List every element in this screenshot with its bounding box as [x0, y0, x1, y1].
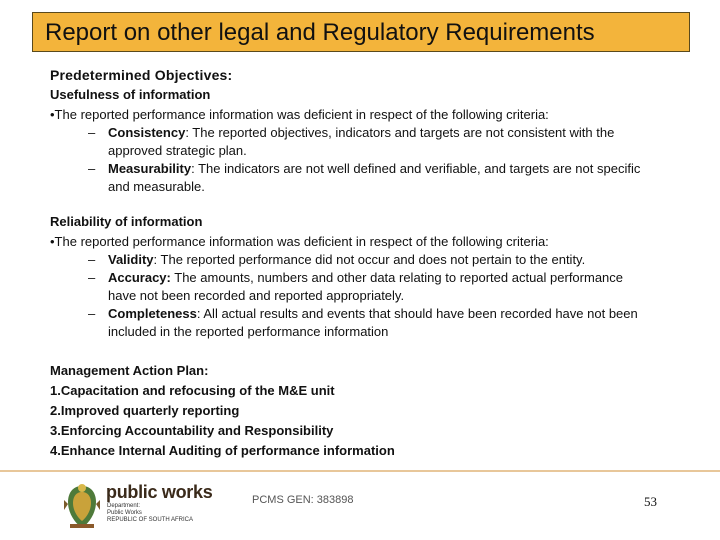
criterion-text: The amounts, numbers and other data relating to reported actual performance — [170, 270, 624, 285]
management-item: 2.Improved quarterly reporting — [50, 403, 240, 418]
logo-line: Public Works — [107, 510, 142, 516]
criterion-term: Completeness — [108, 306, 197, 321]
predetermined-heading: Predetermined Objectives: — [50, 67, 233, 83]
criterion-text-cont: and measurable. — [108, 179, 205, 194]
logo-line: Department: — [107, 503, 141, 509]
management-item: 3.Enforcing Accountability and Responsibility — [50, 423, 334, 438]
usefulness-item-consistency — [50, 124, 690, 160]
criterion-text: : The reported performance did not occur and does not pertain to the entity. — [153, 252, 586, 267]
usefulness-item-measurability — [50, 160, 690, 196]
reliability-item-accuracy — [50, 269, 690, 305]
content-area — [50, 65, 690, 461]
reliability-item-validity — [50, 251, 690, 269]
reliability-heading: Reliability of information — [50, 214, 203, 229]
criterion-text: : The reported objectives, indicators and targets are not consistent with the — [185, 125, 615, 140]
criterion-term: Accuracy: — [108, 270, 171, 285]
coat-of-arms-icon — [60, 480, 104, 532]
management-item: 4.Enhance Internal Auditing of performance information — [50, 443, 395, 458]
page-number: 53 — [644, 494, 657, 509]
dash-marker: – — [88, 270, 96, 285]
management-heading: Management Action Plan: — [50, 363, 209, 378]
criterion-term: Consistency — [108, 125, 186, 140]
document-code: PCMS GEN: 383898 — [252, 494, 354, 506]
criterion-text: : All actual results and events that should have been recorded have not been — [196, 306, 638, 321]
logo-title: public works — [106, 482, 213, 502]
management-item: 1.Capacitation and refocusing of the M&E unit — [50, 383, 335, 398]
usefulness-heading: Usefulness of information — [50, 87, 211, 102]
title-bar — [32, 12, 690, 52]
page-title: Report on other legal and Regulatory Requirements — [45, 19, 595, 46]
usefulness-intro: •The reported performance information was deficient in respect of the following criteria: — [50, 107, 549, 122]
reliability-item-completeness — [50, 305, 690, 341]
criterion-text-cont: have not been recorded and reported appropriately. — [108, 288, 405, 303]
dash-marker: – — [88, 125, 96, 140]
criterion-term: Measurability — [108, 161, 192, 176]
criterion-text-cont: included in the reported performance information — [108, 324, 389, 339]
criterion-term: Validity — [108, 252, 154, 267]
criterion-text-cont: approved strategic plan. — [108, 143, 247, 158]
logo-line: REPUBLIC OF SOUTH AFRICA — [107, 517, 194, 523]
criterion-text: : The indicators are not well defined and verifiable, and targets are not specific — [191, 161, 641, 176]
logo-department-text — [107, 503, 193, 524]
dash-marker: – — [88, 252, 96, 267]
reliability-intro: •The reported performance information was deficient in respect of the following criteria: — [50, 234, 549, 249]
dash-marker: – — [88, 306, 96, 321]
footer-divider — [0, 470, 720, 472]
dash-marker: – — [88, 161, 96, 176]
